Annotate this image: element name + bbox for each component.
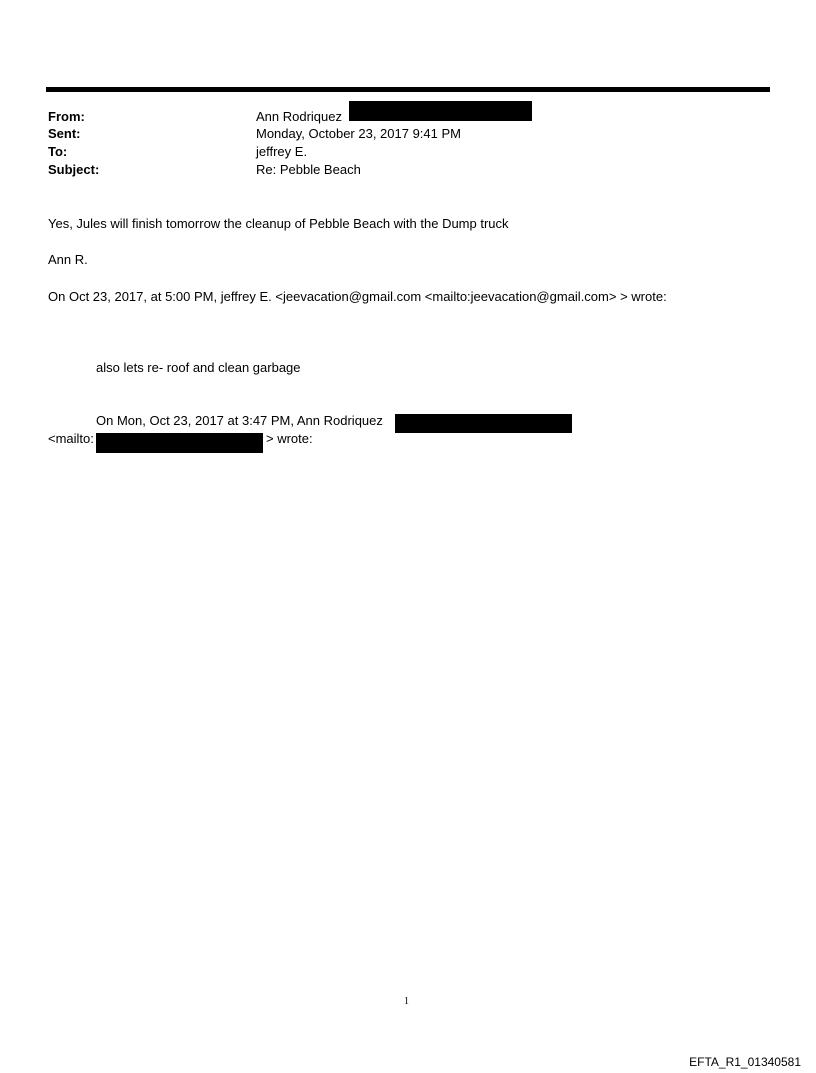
header-rule (46, 87, 770, 92)
quote2-mailto: <mailto: (48, 431, 94, 446)
redaction-box (395, 414, 572, 433)
quote2-wrote: > wrote: (266, 431, 313, 446)
from-label: From: (48, 109, 85, 124)
signature: Ann R. (48, 252, 88, 267)
quoted-line: also lets re- roof and clean garbage (96, 360, 301, 375)
page-number: 1 (404, 996, 409, 1007)
subject-value: Re: Pebble Beach (256, 162, 361, 177)
redaction-box (96, 433, 263, 453)
to-value: jeffrey E. (256, 144, 308, 159)
redaction-box (349, 101, 532, 121)
from-value: Ann Rodriquez (256, 109, 342, 124)
body-line: Yes, Jules will finish tomorrow the cleanup of Pebble Beach with the Dump truck (48, 216, 509, 231)
sent-label: Sent: (48, 126, 81, 141)
quote-header: On Oct 23, 2017, at 5:00 PM, jeffrey E. <jeevacation@gmail.com <mailto:jeevacation@gmail.com> > wrote: (48, 289, 667, 304)
subject-label: Subject: (48, 162, 100, 177)
quote2-header: On Mon, Oct 23, 2017 at 3:47 PM, Ann Rodriquez (96, 413, 383, 428)
bates-number: EFTA_R1_01340581 (689, 1055, 801, 1069)
sent-value: Monday, October 23, 2017 9:41 PM (256, 126, 461, 141)
to-label: To: (48, 144, 68, 159)
